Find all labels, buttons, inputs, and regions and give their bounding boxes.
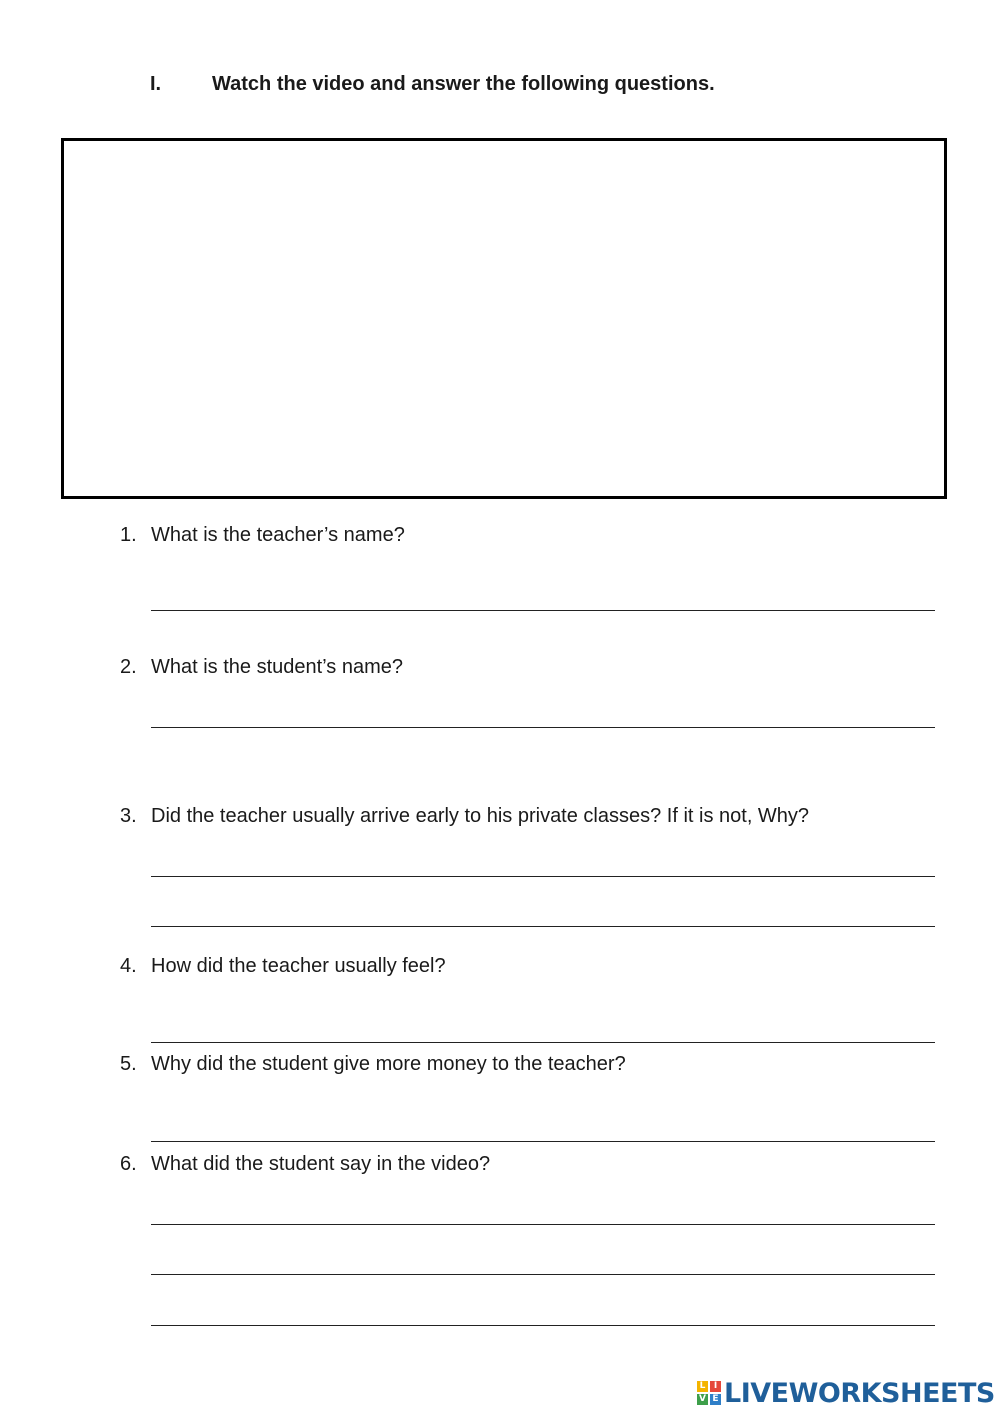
- liveworksheets-logo[interactable]: [697, 1376, 995, 1410]
- answer-line-3b[interactable]: [151, 926, 935, 927]
- question-number: 2.: [120, 656, 137, 678]
- question-text: Why did the student give more money to the teacher?: [151, 1053, 626, 1075]
- question-2: [120, 656, 403, 679]
- question-number: 6.: [120, 1153, 137, 1175]
- question-1: [120, 524, 405, 547]
- answer-line-6b[interactable]: [151, 1274, 935, 1275]
- question-5: [120, 1053, 626, 1076]
- question-text: What is the student’s name?: [151, 656, 403, 678]
- question-text: What did the student say in the video?: [151, 1153, 491, 1175]
- question-number: 1.: [120, 524, 137, 546]
- section-numeral: I.: [150, 73, 162, 95]
- question-4: [120, 955, 446, 978]
- answer-line-2a[interactable]: [151, 727, 935, 728]
- logo-letter-v: V: [697, 1394, 708, 1405]
- section-instruction: Watch the video and answer the following questions.: [212, 73, 715, 95]
- question-number: 4.: [120, 955, 137, 977]
- question-text: How did the teacher usually feel?: [151, 955, 446, 977]
- logo-letter-e: E: [710, 1394, 721, 1405]
- liveworksheets-icon: [697, 1381, 721, 1405]
- question-text: Did the teacher usually arrive early to his private classes? If it is not, Why?: [151, 805, 810, 827]
- section-heading: [150, 73, 715, 96]
- question-text: What is the teacher’s name?: [151, 524, 405, 546]
- question-number: 5.: [120, 1053, 137, 1075]
- logo-text: LIVEWORKSHEETS: [724, 1377, 995, 1409]
- question-6: [120, 1153, 490, 1176]
- answer-line-4a[interactable]: [151, 1042, 935, 1043]
- answer-line-3a[interactable]: [151, 876, 935, 877]
- answer-line-5a[interactable]: [151, 1141, 935, 1142]
- logo-letter-l: L: [697, 1381, 708, 1392]
- answer-line-6a[interactable]: [151, 1224, 935, 1225]
- answer-line-1a[interactable]: [151, 610, 935, 611]
- question-3: [120, 805, 809, 828]
- question-number: 3.: [120, 805, 137, 827]
- answer-line-6c[interactable]: [151, 1325, 935, 1326]
- logo-letter-i: I: [710, 1381, 721, 1392]
- video-placeholder[interactable]: [61, 138, 947, 499]
